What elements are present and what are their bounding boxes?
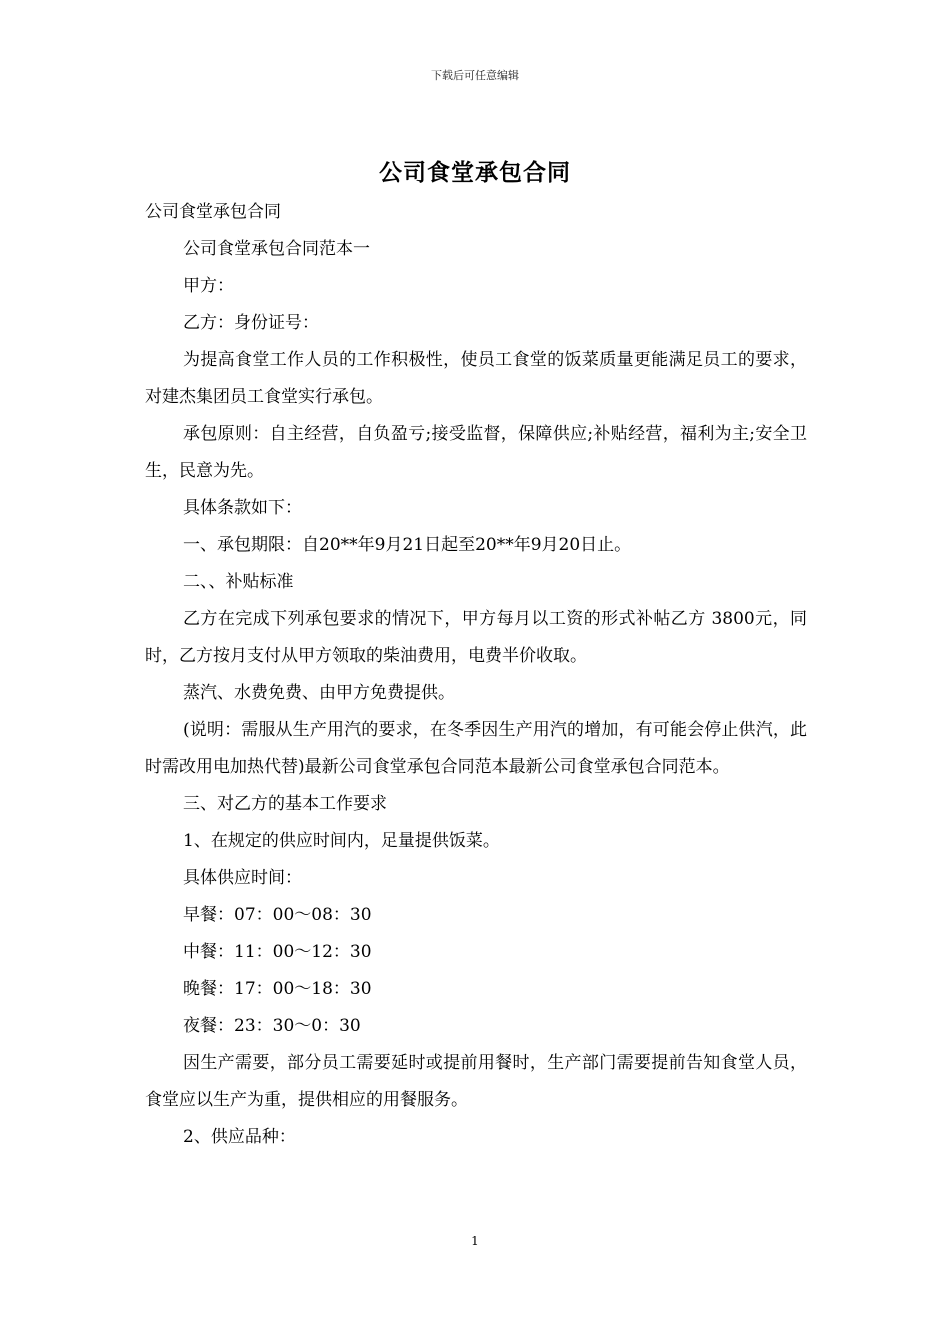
paragraph: 具体供应时间：: [183, 868, 302, 888]
paragraph: 蒸汽、水费免费、由甲方免费提供。: [183, 683, 455, 703]
paragraph: 三、对乙方的基本工作要求: [183, 794, 387, 814]
paragraph: 具体条款如下：: [183, 498, 302, 518]
paragraph: 晚餐：17：00～18：30: [183, 979, 372, 999]
document-title: 公司食堂承包合同: [379, 159, 571, 186]
paragraph: 公司食堂承包合同范本一: [183, 239, 370, 259]
document-body: [145, 194, 807, 1156]
paragraph: 2、供应品种：: [183, 1127, 296, 1147]
paragraph: 公司食堂承包合同: [145, 202, 281, 222]
paragraph: 乙方在完成下列承包要求的情况下，甲方每月以工资的形式补帖乙方 3800元，同时，乙方按月支付从甲方领取的柴油费用，电费半价收取。: [145, 609, 807, 666]
paragraph: 一、承包期限：自20**年9月21日起至20**年9月20日止。: [183, 535, 632, 555]
paragraph: 乙方：身份证号：: [183, 313, 319, 333]
page-number: 1: [471, 1234, 479, 1248]
paragraph: (说明：需服从生产用汽的要求，在冬季因生产用汽的增加，有可能会停止供汽，此时需改用电加热代替)最新公司食堂承包合同范本最新公司食堂承包合同范本。: [145, 720, 807, 777]
paragraph: 承包原则：自主经营，自负盈亏;接受监督，保障供应;补贴经营，福利为主;安全卫生，民意为先。: [145, 424, 807, 481]
paragraph: 中餐：11：00～12：30: [183, 942, 372, 962]
paragraph: 为提高食堂工作人员的工作积极性，使员工食堂的饭菜质量更能满足员工的要求，对建杰集团员工食堂实行承包。: [145, 350, 807, 407]
page-header-note: 下载后可任意编辑: [431, 69, 519, 82]
paragraph: 二、、补贴标准: [183, 572, 294, 592]
paragraph: 早餐：07：00～08：30: [183, 905, 372, 925]
paragraph: 夜餐：23：30～0：30: [183, 1016, 361, 1036]
paragraph: 因生产需要，部分员工需要延时或提前用餐时，生产部门需要提前告知食堂人员，食堂应以生产为重，提供相应的用餐服务。: [145, 1053, 807, 1110]
paragraph: 甲方：: [183, 276, 234, 296]
paragraph: 1、在规定的供应时间内，足量提供饭菜。: [183, 831, 500, 851]
